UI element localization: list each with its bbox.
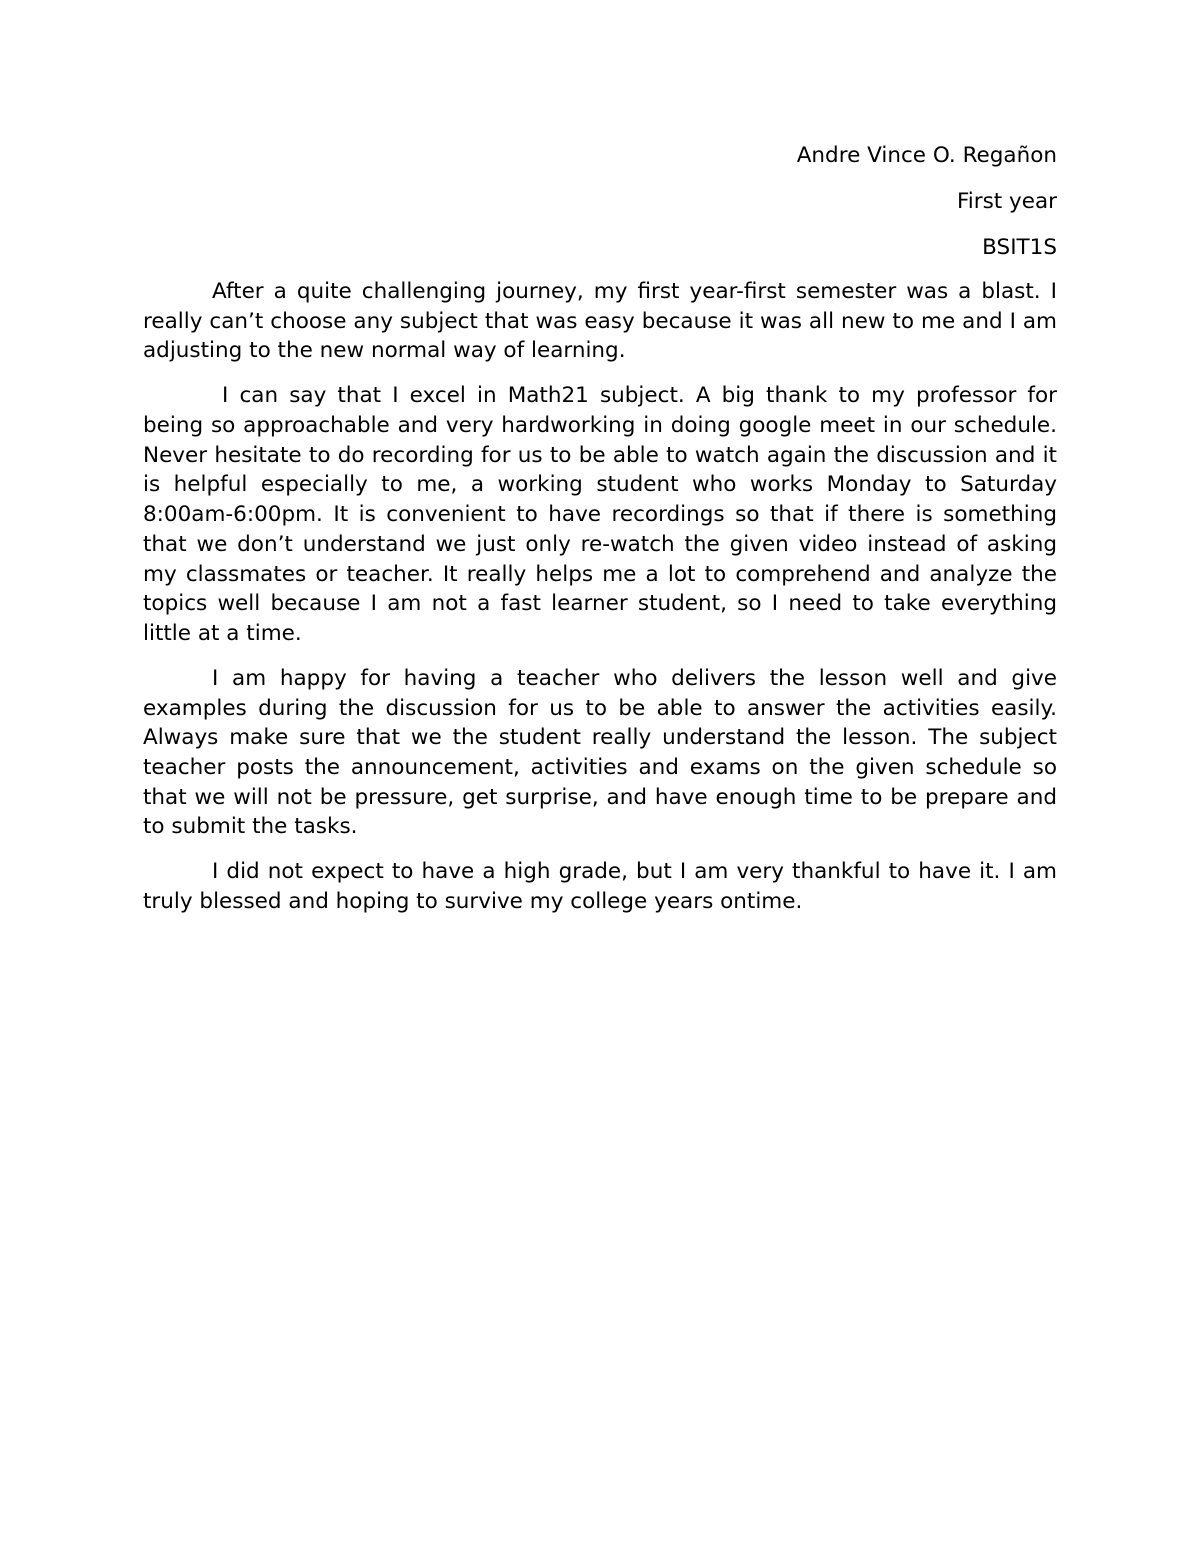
year-level: First year [956, 188, 1057, 214]
paragraph-2: I can say that I excel in Math21 subject. A big thank to my professor for being so approachable and very hardworking in doing google meet in our schedule. Never hesitate to do recording for us to be able to watch again the discussion and it is helpful especially to me, a working student who works Monday to Saturday 8:00am-6:00pm. It is convenient to have recordings so that if there is something that we don’t understand we just only re-watch the given video instead of asking my classmates or teacher. It really helps me a lot to comprehend and analyze the topics well because I am not a fast learner student, so I need to take everything little at a time. [143, 383, 1057, 646]
paragraph-3: I am happy for having a teacher who delivers the lesson well and give examples during the discussion for us to be able to answer the activities easily. Always make sure that we the student really understand the lesson. The subject teacher posts the announcement, activities and exams on the given schedule so that we will not be pressure, get surprise, and have enough time to be prepare and to submit the tasks. [143, 665, 1057, 840]
document-header [797, 141, 1057, 279]
author-name: Andre Vince O. Regañon [796, 143, 1057, 168]
section-code: BSIT1S [982, 234, 1057, 260]
paragraph-1: After a quite challenging journey, my first year-first semester was a blast. I really can’t choose any subject that was easy because it was all new to me and I am adjusting to the new normal way of learning. [143, 279, 1057, 364]
document-body [143, 277, 1057, 932]
paragraph-4: I did not expect to have a high grade, but I am very thankful to have it. I am truly blessed and hoping to survive my college years ontime. [143, 859, 1057, 914]
